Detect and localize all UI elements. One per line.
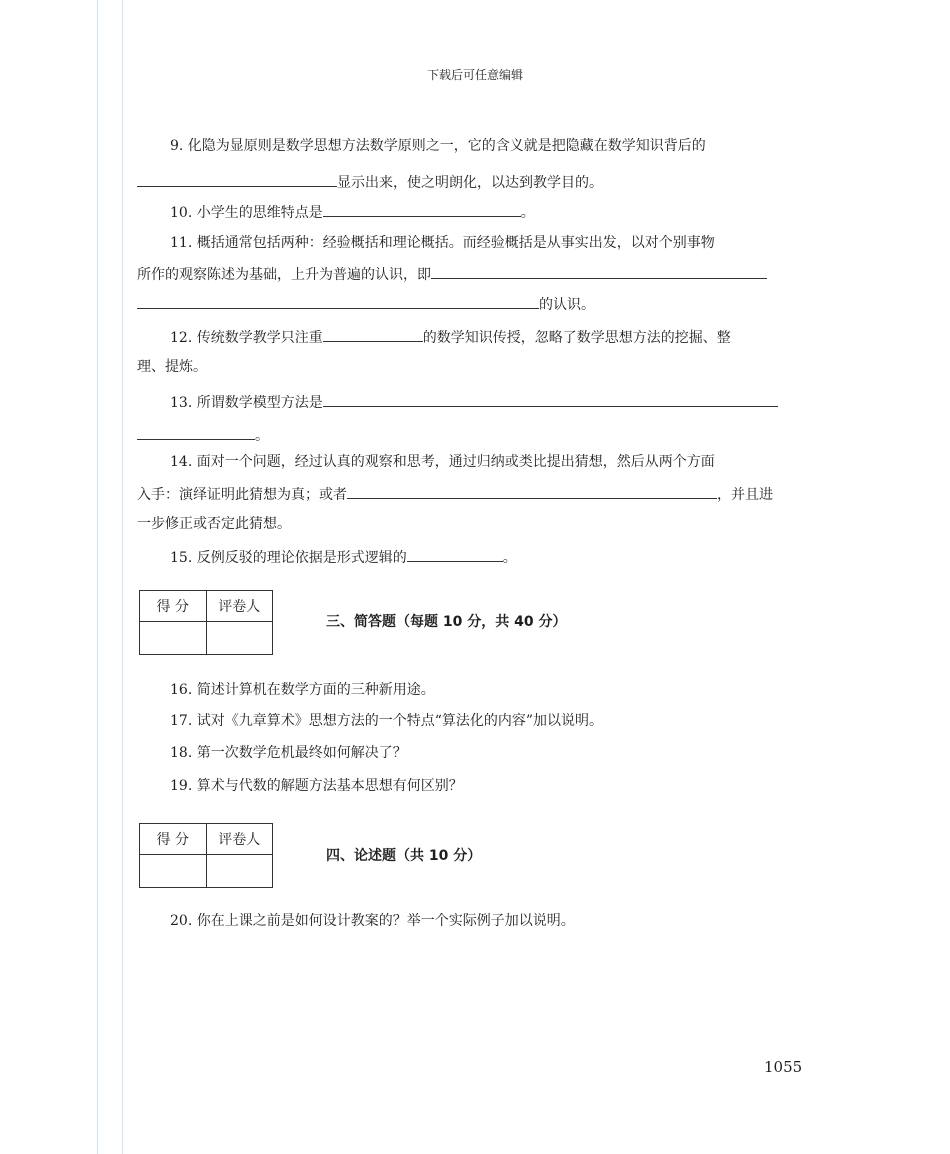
answer-blank [137, 425, 255, 440]
answer-blank [137, 172, 337, 187]
question-10-end: 。 [520, 205, 535, 221]
question-14-line3: 一步修正或否定此猜想。 [137, 516, 291, 532]
question-10 [170, 202, 535, 222]
question-14-line2-text-after: ，并且进 [717, 487, 773, 503]
score-label: 得 分 [140, 824, 207, 855]
question-11-line2 [137, 264, 767, 284]
question-13-end: 。 [255, 428, 269, 444]
page-header: 下载后可任意编辑 [426, 68, 523, 82]
grader-cell [206, 855, 273, 888]
answer-blank [431, 264, 767, 279]
score-label: 得 分 [140, 591, 207, 622]
page-number: 1055 [764, 1058, 803, 1076]
question-19: 19. 算术与代数的解题方法基本思想有何区别？ [170, 778, 463, 794]
question-13-text: 13. 所谓数学模型方法是 [170, 395, 323, 411]
question-12-line1 [170, 327, 731, 347]
grader-cell [206, 622, 273, 655]
answer-blank [323, 327, 423, 342]
score-cell [140, 855, 207, 888]
score-cell [140, 622, 207, 655]
question-14-line2-text: 入手：演绎证明此猜想为真；或者 [137, 487, 347, 503]
answer-blank [323, 392, 778, 407]
question-18: 18. 第一次数学危机最终如何解决了？ [170, 745, 407, 761]
question-15-end: 。 [502, 550, 517, 566]
score-table [139, 590, 273, 655]
question-11-line3-text: 的认识。 [539, 297, 595, 313]
question-9-line2-text: 显示出来，使之明朗化，以达到教学目的。 [337, 175, 603, 191]
question-12-text: 12. 传统数学教学只注重 [170, 330, 323, 346]
question-20: 20. 你在上课之前是如何设计教案的？举一个实际例子加以说明。 [170, 913, 575, 929]
question-16: 16. 简述计算机在数学方面的三种新用途。 [170, 682, 435, 698]
question-10-text: 10. 小学生的思维特点是 [170, 205, 323, 221]
answer-blank [137, 294, 539, 309]
section-3-title: 三、简答题（每题 10 分，共 40 分） [326, 614, 567, 630]
answer-blank [407, 547, 503, 562]
section-4-title: 四、论述题（共 10 分） [326, 848, 482, 864]
question-9-line2 [137, 172, 603, 192]
question-11-line3 [137, 294, 595, 314]
question-15 [170, 547, 517, 567]
question-12-text-after: 的数学知识传授，忽略了数学思想方法的挖掘、整 [422, 330, 731, 346]
page-margin-rule [97, 0, 123, 1154]
question-14-line1: 14. 面对一个问题，经过认真的观察和思考，通过归纳或类比提出猜想，然后从两个方面 [170, 454, 715, 470]
question-13-line2 [137, 425, 269, 445]
question-13-line1 [170, 392, 778, 412]
score-table [139, 823, 273, 888]
answer-blank [347, 484, 717, 499]
question-17: 17. 试对《九章算术》思想方法的一个特点“算法化的内容”加以说明。 [170, 713, 604, 729]
grader-label: 评卷人 [206, 591, 273, 622]
grader-label: 评卷人 [206, 824, 273, 855]
question-9-line1: 9. 化隐为显原则是数学思想方法数学原则之一，它的含义就是把隐藏在数学知识背后的 [170, 138, 706, 154]
question-12-line2: 理、提炼。 [137, 359, 207, 375]
question-14-line2 [137, 484, 773, 504]
question-15-text: 15. 反例反驳的理论依据是形式逻辑的 [170, 550, 407, 566]
answer-blank [323, 202, 521, 217]
question-11-line2-text: 所作的观察陈述为基础，上升为普遍的认识，即 [137, 267, 431, 283]
question-11-line1: 11. 概括通常包括两种：经验概括和理论概括。而经验概括是从事实出发，以对个别事物 [170, 235, 715, 251]
